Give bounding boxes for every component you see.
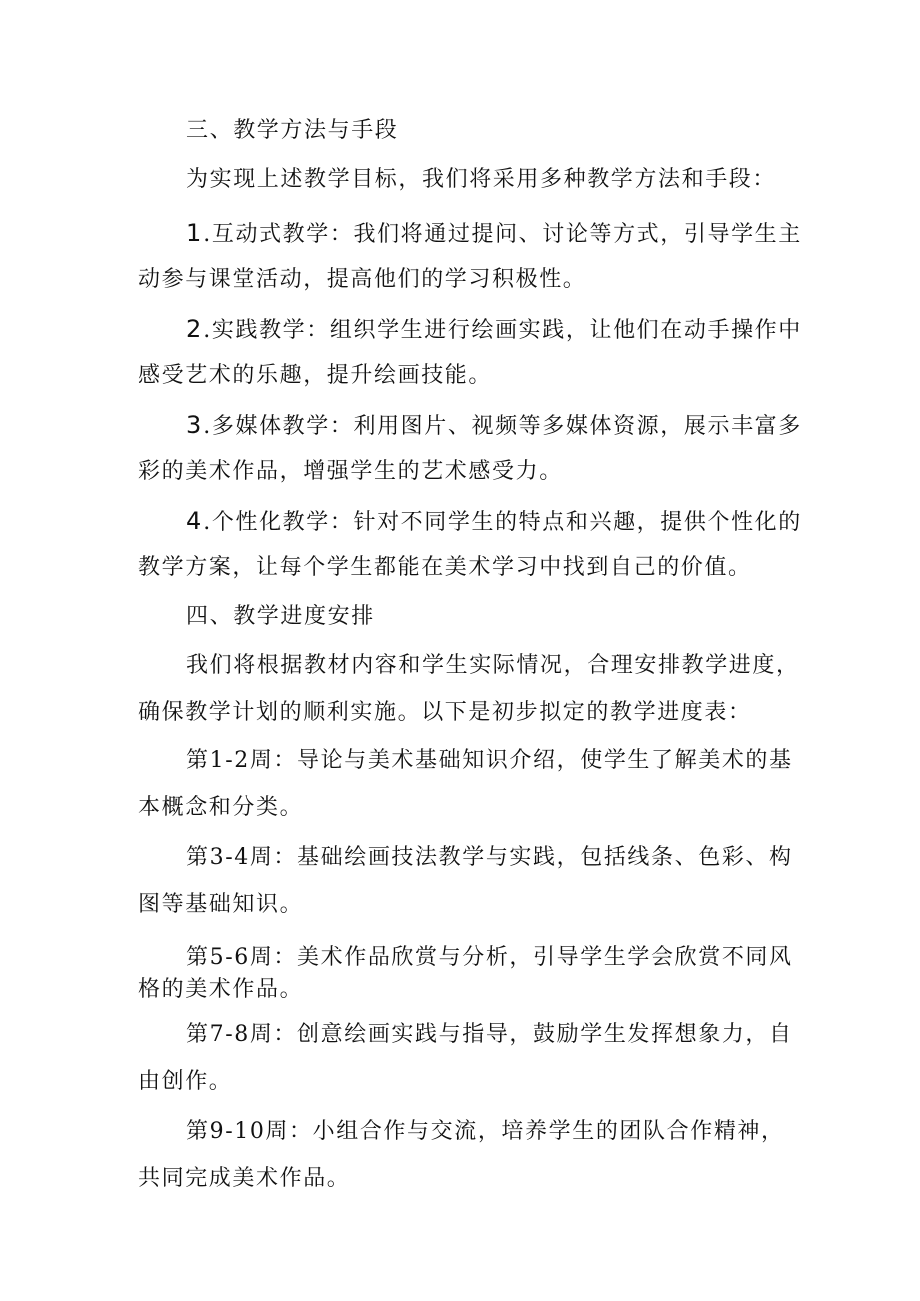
list-item-line: 2.实践教学：组织学生进行绘画实践，让他们在动手操作中 (186, 315, 802, 343)
schedule-item-line: 图等基础知识。 (138, 892, 304, 917)
list-item-line: 感受艺术的乐趣，提升绘画技能。 (138, 363, 493, 388)
schedule-item-line: 共同完成美术作品。 (138, 1166, 351, 1191)
paragraph-line: 为实现上述教学目标，我们将采用多种教学方法和手段： (186, 167, 777, 192)
list-number: 4 (186, 507, 202, 535)
schedule-item-line: 格的美术作品。 (138, 977, 304, 1002)
list-number: 1 (186, 219, 202, 247)
list-number: 3 (186, 411, 202, 439)
list-item-line: 4.个性化教学：针对不同学生的特点和兴趣，提供个性化的 (186, 507, 802, 535)
list-item-line: 彩的美术作品，增强学生的艺术感受力。 (138, 459, 563, 484)
list-item-line: 1.互动式教学：我们将通过提问、讨论等方式，引导学生主 (186, 219, 802, 247)
paragraph-line: 我们将根据教材内容和学生实际情况，合理安排教学进度， (186, 653, 800, 678)
paragraph-line: 确保教学计划的顺利实施。以下是初步拟定的教学进度表： (138, 700, 752, 725)
schedule-item-line: 第7-8周：创意绘画实践与指导，鼓励学生发挥想象力，自 (186, 1022, 793, 1047)
list-item-line: 动参与课堂活动，提高他们的学习积极性。 (138, 267, 587, 292)
schedule-item-line: 第9-10周：小组合作与交流，培养学生的团队合作精神， (186, 1119, 785, 1144)
section-heading: 三、教学方法与手段 (186, 118, 399, 143)
list-item-line: 教学方案，让每个学生都能在美术学习中找到自己的价值。 (138, 555, 752, 580)
schedule-item-line: 由创作。 (138, 1069, 233, 1094)
schedule-item-line: 第3-4周：基础绘画技法教学与实践，包括线条、色彩、构 (186, 845, 793, 870)
schedule-item-line: 第1-2周：导论与美术基础知识介绍，使学生了解美术的基 (186, 748, 793, 773)
schedule-item-line: 本概念和分类。 (138, 795, 304, 820)
list-item-line: 3.多媒体教学：利用图片、视频等多媒体资源，展示丰富多 (186, 411, 802, 439)
schedule-item-line: 第5-6周：美术作品欣赏与分析，引导学生学会欣赏不同风 (186, 945, 793, 970)
list-number: 2 (186, 315, 202, 343)
section-heading: 四、教学进度安排 (186, 604, 375, 629)
